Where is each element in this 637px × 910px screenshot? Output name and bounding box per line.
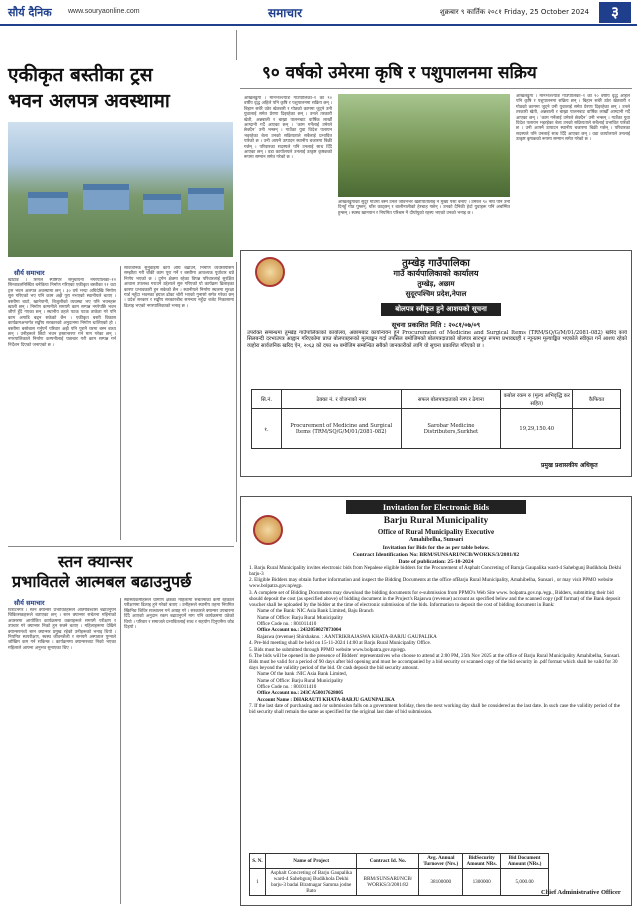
story-top-text-col3: ओखलढुंगा । मानेभञ्ज्याङ गाउँपालिका–१ का ९० वर्षीय वृद्ध अहिले पनि कृषि र पशुपालनमा सक्रिय छन् । बिहान सबेरै उठेर खेतबारी र गोठको काममा जुट्ने उनी युवालाई समेत प्रेरणा दिइरहेका छन् । उनले तरकारी खेती, अन्नबाली र बाख्रा पालनबाट वार्षिक लाखौँ आम्दानी गर्दै आएका छन् । ‘काम गर्नेलाई उमेरले छेक्दैन’ उनी भन्छन् । गाउँका युवा विदेश पलायन भइरहेका बेला उनको सक्रियताले सबैलाई प्रभावित पारेको छ । उनी आफ्नै उत्पादन स्थानीय बजारमा बिक्री गर्छन् । परिवारका सदस्यले पनि उनलाई साथ दिँदै आएका छन् । वडा कार्यालयले उनलाई उत्कृष्ट कृषकको रूपमा सम्मान समेत गरेको छ । [516,94,630,143]
story-cancer-headline-line2: प्रभावितले आत्मबल बढाउनुपर्छ [12,572,192,591]
notice-item: Office Account no.: 243CA50017628005 [257,690,344,697]
building-shape [143,194,181,214]
notice-en-signoff: Chief Administrative Officer [541,889,621,896]
table-header-cell: सफल बोलपत्रदाताको नाम र ठेगाना [401,390,501,409]
table-header-cell: ठेक्का नं. र योजनाको नाम [281,390,401,409]
table-cell: 38100000 [419,869,463,896]
column-divider [120,598,121,904]
masthead [0,0,637,26]
section-divider [240,88,632,89]
notice-np-signoff: प्रमुख प्रशासकीय अधिकृत [541,462,598,469]
table-cell: Sarobar Medicine Distributers,Surkhet [401,409,501,449]
table-header-cell: BidSecurity Amount NRs. [463,854,501,869]
tender-notice-english [240,496,632,906]
notice-item: 3. A complete set of Bidding Documents may download the bidding documents for e-submission from PPMO's Web Site www. bolpatra.gov.np./egp., Bidders, submitting their bid should deposit the cost (as specified above) of bidding document in the Project's Rajaswa (revenue) account as specified below and the scanned copy (pdf format) of the Bank deposit voucher shall be uploaded by the bidder at the time of electronic submission of the bids. Information to deposit the cost of bidding document in Bank: [249,589,621,608]
notice-item: 4. Pre-bid meeting shall be held on 15-11-2024 14:00 at Barju Rural Municipality Office. [249,640,432,647]
notice-np-table [251,389,621,449]
notice-item: Name of Office: Barju Rural Municipality [257,677,344,684]
notice-en-contract-id: Contract Identification No: BRM/SUNSARI/NCB/WORKS/3/2081/82 [352,552,520,558]
brand-logo: सौर्य दैनिक [8,6,52,19]
notice-en-invitation: Invitation for Bids for the as per table below. [382,545,490,551]
notice-np-band: बोलपत्र स्वीकृत हुने आशयको सूचना [381,303,501,316]
table-header-cell: कैफियत [573,390,621,409]
notice-item: 2. Eligible Bidders may obtain further information and inspect the Bidding Documents at the office ofBarju Rural Municipality, Amahibelha, Sunsari , or may visit PPMO website www.bolpatra.gov.np/egp. [249,577,614,590]
column-divider [236,30,237,60]
table-header-row [252,390,621,409]
story-top-photo [338,94,510,197]
notice-np-date: सूचना प्रकाशित मिति : २०८१/०७/०९ [391,321,481,329]
notice-item: Office Code no. : 801011410 [257,684,317,691]
notice-item: Name of the Bank: NIC Asia Bank Limited, Baju Branch [257,608,374,615]
story-left-photo [8,122,233,257]
table-row [250,869,549,896]
story-cancer-text-col1: विराटनगर । स्तन क्यान्सर प्रभावितहरूले आत्मविश्वास बढाउनुपर्ने चिकित्सकहरूले बताएका छन् । स्तन क्यान्सर सचेतना महिनाको अवसरमा आयोजित कार्यक्रममा वक्ताहरूले समयमै परीक्षण र उपचार गरे क्यान्सर निको हुन सक्ने बताए । महिलाहरूमा देखिने क्यान्सरमध्ये स्तन क्यान्सर प्रमुख रहेको उनीहरूको भनाइ थियो । नियमित स्वपरीक्षण, स्वस्थ जीवनशैली र समयमै अस्पताल पुग्नाले जोखिम कम गर्न सकिन्छ । कार्यक्रममा क्यान्सरबाट निको भएका महिलाले आफ्ना अनुभव सुनाएका थिए । [8,608,116,651]
table-cell: Procurement of Medicine and Surgical Items (TRM/SQ/G/M/01/2081-082) [281,409,401,449]
notice-item: 1. Barju Rural Municipality invites electronic bids from Nepalese eligible bidders for the Procurement of Asphalt Concreting of Baruja Gaupalika ward-4 Sahebgunj Budikhola Dekhi barju-3 [249,565,622,577]
notice-np-office: तुम्खेड़ गाउँपालिका [402,258,470,269]
story-left-headline-line1: एकीकृत बस्तीका ट्रस [8,64,153,86]
table-header-cell: S. N. [250,854,266,869]
notice-en-address: Amahibelha, Sunsari [408,537,463,543]
table-cell: 19,29,150.40 [501,409,573,449]
notice-item: 6. The bids will be opened in the presence of Bidders' representatives who choose to attend at 2:00 PM, 25th Nov 2025 at the office of Barju Rural Municipality Amahibelha, Sunsari. Bids must be valid for a period of 90 days after bid opening and must be accompanied by a bid security or scanned copy of the bid security in .pdf format which shall be valid for 30 days beyond the validity period of the bid. Or cash deposit the bid security amount. [249,652,621,671]
table-header-row [250,854,549,869]
story-left-text-col1: खोटाङ । सिंगल स्पष्टिएर समुचायनी नगरपालिका–१२ सिन्ताडलनिस्थित बनेकिया निर्माण गरिएका एकीकृत बस्तीका ११ वटा ट्रस भवन अलपत्र अवस्थामा छन् । ३० वर्ष भन्दा अघिदेखि निर्माण सुरु गरिएको भए पनि काम अझै पूरा नभएको स्थानीयले बताए । बस्तीमा बाटो, खानेपानी, बिजुलीको व्यवस्था भए पनि भवनहरू खाली छन् । निर्माण कम्पनीले समयमै काम सम्पन्न नगरेपछि भवन जीर्ण हुँदै गएका छन् । स्थानीय तहले पटक पटक ताकेता गरे पनि काम अगाडि बढ्न सकेको छैन । एकीकृत बस्ती विकास कार्यक्रमअन्तर्गत सङ्घीय सरकारको अनुदानमा निर्माण थालिएको हो । बस्तीमा बसोबास गर्नुपर्ने परिवार अझै पनि पुरानै घरमा बस्न बाध्य छन् । उनीहरूले छिटो भवन हस्तान्तरण गर्न माग गरेका छन् । नगरपालिकाले निर्माण कम्पनीलाई पत्राचार गरी काम सम्पन्न गर्न निर्देशन दिएको जनाएको छ । [8,278,116,348]
story-left-byline: सौर्य समाचार [14,269,45,277]
notice-item: 7. If the last date of purchasing and /or submission falls on a government holiday, then the next working day shall be considered as the last date. In such case the validity period of the bid security shall remain the same as specified for the original last date of bid submission. [249,703,620,716]
table-row [252,409,621,449]
tender-notice-nepali [240,250,632,477]
issue-date: शुक्रबार ९ कार्तिक २०८१ Friday, 25 October 2024 [439,8,589,16]
notice-en-table [249,853,549,896]
table-header-cell: सि.नं. [252,390,282,409]
table-header-cell: Bid Document Amount (NRs.) [501,854,549,869]
notice-np-address-1: तुम्खेड़, अछाम [417,280,455,288]
table-cell: १. [252,409,282,449]
table-cell [573,409,621,449]
story-left-text-col2: सार्वजनिक सुनुवाइमा कार्य अघि बढाउने, निर्माण व्यवसायीसँग सम्झौता गरी बाँकी काम पूरा गर्ने र बस्तीमा आवश्यक पूर्वाधार थप्ने निर्णय भएको छ । दुर्गम क्षेत्रमा रहेका विपन्न परिवारलाई सुरक्षित आवास उपलब्ध गराउने उद्देश्यले सुरु गरिएको यो कार्यक्रम ढिलाइका कारण प्रभावकारी हुन सकेको छैन । स्थानीयले निर्माण स्थलमा सुरक्षा गार्ड नहुँदा भवनका झ्याल ढोका चोरी भएको गुनासो समेत गरेका छन् । प्रदेश सरकार र सङ्घीय सरकारबीच समन्वय नहुँदा बजेट निकासामा ढिलाइ भएको नगरपालिकाको भनाइ छ । [124,266,234,309]
site-url[interactable]: www.souryaonline.com [68,8,140,15]
notice-en-sub-office: Office of Rural Municipality Executive [377,528,495,536]
building-shape [28,192,68,214]
story-cancer-headline[interactable] [12,552,230,592]
section-title: समाचार [268,6,303,20]
story-cancer-headline-line1: स्तन क्यान्सर [58,552,133,571]
notice-item: Office Code no. : 801011410 [257,620,317,627]
table-header-cell: Name of Project [265,854,356,869]
notice-item: Office Account no.: 2432050027873004 [257,627,342,634]
notice-en-office: Barju Rural Municipality [383,516,489,526]
table-cell: 1 [250,869,266,896]
story-left-headline-line2: भवन अलपत्र अवस्थामा [8,90,170,112]
notice-item: Account Name : DHARAUTI KHATA-BARJU GAUNPALIKA [257,696,395,703]
table-header-cell: Contract Id. No. [357,854,419,869]
story-left-headline[interactable] [8,62,233,114]
building-shape [188,188,224,210]
story-cancer-byline: सौर्य समाचार [14,599,45,607]
table-header-cell: कबोल रकम रु (मूल्य अभिवृद्धि कर सहित) [501,390,573,409]
page-number-badge: ३ [599,2,631,23]
building-shape [83,184,129,210]
story-cancer-text-col2: स्वास्थ्यकर्मीहरूले ग्रामीण क्षेत्रका महिलामा सचेतनाको कमी रहेकाले परीक्षणमा ढिलाइ हुने गरेको बताए । उनीहरूले स्थानीय तहमा नियमित स्क्रिनिङ शिविर सञ्चालन गर्न आग्रह गरे । सरकारले क्यान्सर उपचारमा दिँदै आएको अनुदान रकम बढाउनुपर्ने माग पनि कार्यक्रममा उठेको थियो । परिवार र समाजले प्रभावितलाई साथ र सहयोग दिनुपर्नेमा जोड दिइयो । [124,598,234,631]
column-divider [236,262,237,542]
notice-en-body [249,565,625,716]
story-top-headline[interactable]: ९० वर्षको उमेरमा कृषि र पशुपालनमा सक्रिय [262,63,537,83]
notice-np-address-2: सुदूरपश्चिम प्रदेश,नेपाल [405,290,467,298]
notice-item: Rajaswa (revenue) Shirshakno. : AANTRIKRAJASWA KHATA-BARJU GAUPALIKA [257,633,437,640]
notice-en-pub-date: Date of publication: 25-10-2024 [398,559,474,565]
story-top-text-col1: ओखलढुंगा । मानेभञ्ज्याङ गाउँपालिका–१ का ९० वर्षीय वृद्ध अहिले पनि कृषि र पशुपालनमा सक्रिय छन् । बिहान सबेरै उठेर खेतबारी र गोठको काममा जुट्ने उनी युवालाई समेत प्रेरणा दिइरहेका छन् । उनले तरकारी खेती, अन्नबाली र बाख्रा पालनबाट वार्षिक लाखौँ आम्दानी गर्दै आएका छन् । ‘काम गर्नेलाई उमेरले छेक्दैन’ उनी भन्छन् । गाउँका युवा विदेश पलायन भइरहेका बेला उनको सक्रियताले सबैलाई प्रभावित पारेको छ । उनी आफ्नै उत्पादन स्थानीय बजारमा बिक्री गर्छन् । परिवारका सदस्यले पनि उनलाई साथ दिँदै आएका छन् । वडा कार्यालयले उनलाई उत्कृष्ट कृषकको रूपमा सम्मान समेत गरेको छ । [244,96,332,161]
table-cell: Asphalt Concreting of Barju Gaupalika ward-4 Sahebgunj Budikhola Dekhi barju-3 badai Biratnagar Samma jodne Bato [265,869,356,896]
table-cell: 1300000 [463,869,501,896]
table-cell: BRM/SUNSARI/NCB/ WORKS/3/2081/82 [357,869,419,896]
notice-np-body: उपरोक्त सम्बन्धमा तुम्खेड़ गाउँपालिकाको कार्यालय, अछामबाट कार्यान्वयन हुने Procurement of Medicine and Surgical Items (TRM/SQ/G/M/01/2081-082) खरिद कार्य सिलबन्दी दरभाउपत्र आह्वान गरिएकोमा प्राप्त बोलपत्रहरूको मूल्याङ्कन गर्दा तपसिल बमोजिमको बोलपत्रदाताको बोलपत्र सारभूत रूपमा प्रभावग्राही र न्यूनतम मूल्याङ्कित भएकोले स्वीकृत गर्ने आशय रहेको व्यहोरा सार्वजनिक खरिद ऐन, २०६३ को दफा २७ बमोजिम सम्बन्धित सबैको जानकारीको लागि यो सूचना प्रकाशित गरिएको छ । [247,330,627,349]
story-top-text-col2: ओखलढुंगाको सुदूर गाउँमा बस्ने उनले जीवनभर खेतीपातीलाई नै मुख्य पेसा बनाए । उमेरले ९० नाघे पनि उनी दिनहुँ गोठ पुग्छन्, घाँस काट्छन् र बालीनालीको हेरचाह गर्छन् । उनको दैनिकी हेर्दा युवाहरू पनि अचम्मित हुन्छन् । स्वस्थ खानपान र नियमित परिश्रम नै दीर्घायुको रहस्य भएको उनको भनाइ छ । [338,200,510,216]
table-header-cell: Avg. Annual Turnover (Nrs.) [419,854,463,869]
notice-item: Name Of the bank :NIC Asia Bank Limited, [257,671,347,678]
column-divider [120,266,121,540]
section-divider [8,546,234,547]
notice-item: Name of Office: Barju Rural Municipality [257,614,344,621]
table-cell: 5,000.00 [501,869,549,896]
notice-en-band: Invitation for Electronic Bids [346,500,526,514]
notice-item: 5. Bids must be submitted through PPMO website www.bolpatra.gov.np/egp. [249,646,407,653]
notice-np-sub-office: गाउँ कार्यपालिकाको कार्यालय [393,269,479,278]
